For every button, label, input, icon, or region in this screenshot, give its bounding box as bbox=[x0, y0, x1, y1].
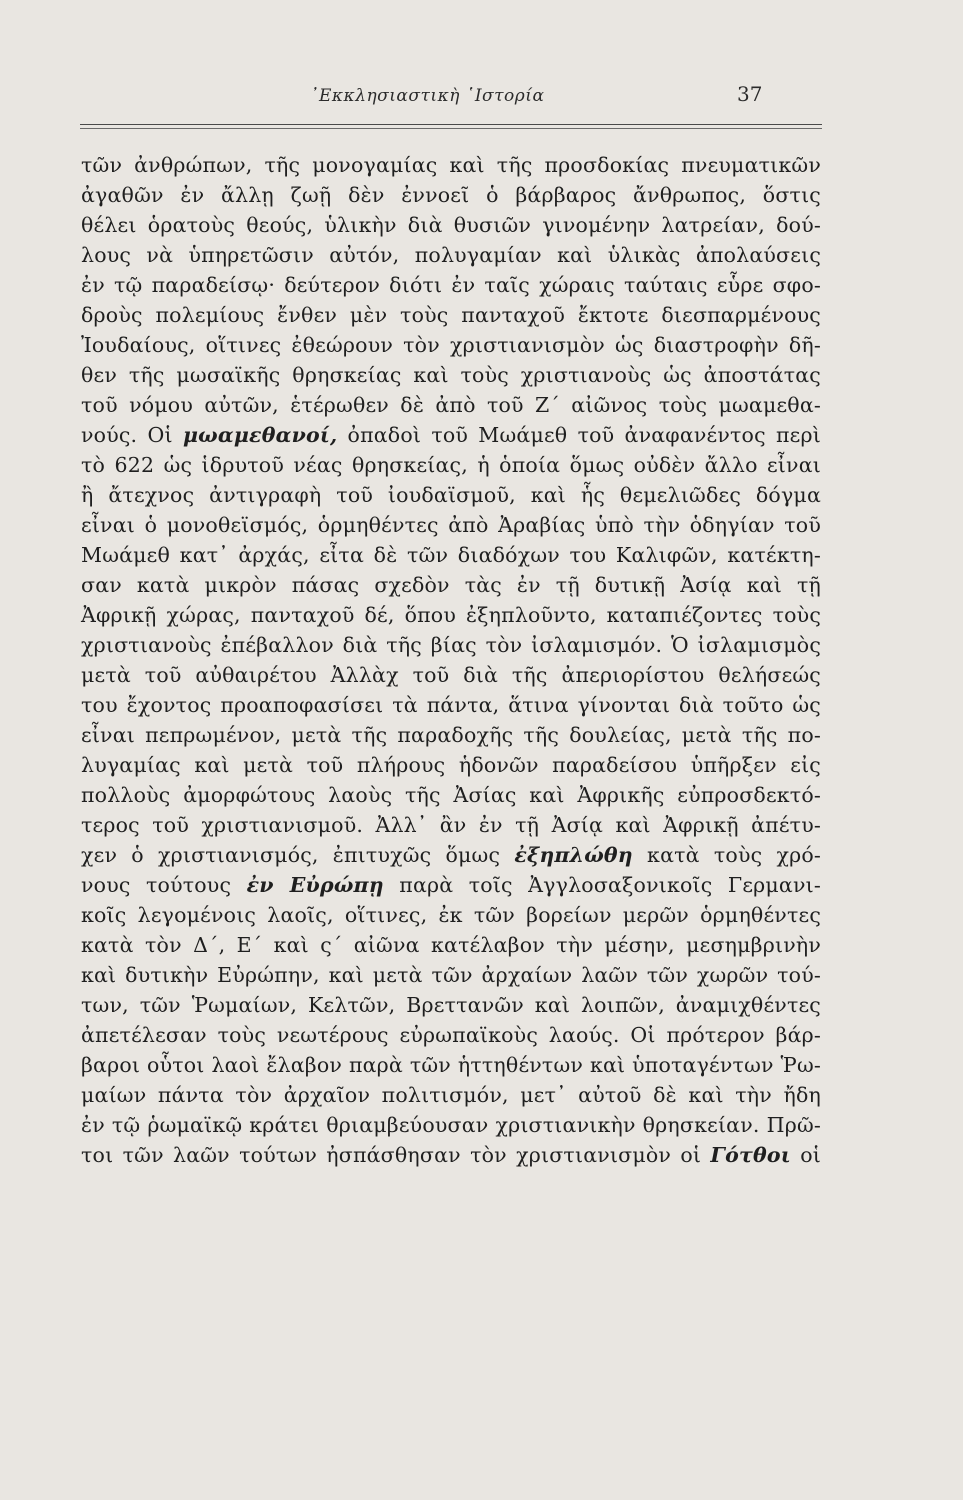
text-line bbox=[81, 360, 821, 390]
text-segment: χριστιανοὺς ἐπέβαλλον διὰ τῆς βίας τὸν ἰσλαμισμόν. Ὁ ἰσλαμισμὸς bbox=[81, 633, 821, 657]
text-segment: θέλει ὁρατοὺς θεούς, ὑλικὴν διὰ θυσιῶν γινομένην λατρείαν, δού- bbox=[81, 213, 821, 237]
text-segment: του ἔχοντος προαποφασίσει τὰ πάντα, ἅτινα γίνονται διὰ τοῦτο ὡς bbox=[81, 693, 821, 717]
text-line bbox=[81, 750, 821, 780]
text-line bbox=[81, 450, 821, 480]
text-segment: μαίων πάντα τὸν ἀρχαῖον πολιτισμόν, μετ᾿ αὐτοῦ δὲ καὶ τὴν ἤδη bbox=[81, 1083, 821, 1107]
text-segment: των, τῶν Ῥωμαίων, Κελτῶν, Βρεττανῶν καὶ λοιπῶν, ἀναμιχθέντες bbox=[81, 993, 821, 1017]
text-line bbox=[81, 660, 821, 690]
text-segment: Μωάμεθ κατ᾿ ἀρχάς, εἶτα δὲ τῶν διαδόχων του Καλιφῶν, κατέκτη- bbox=[81, 543, 821, 567]
text-line bbox=[81, 570, 821, 600]
text-line bbox=[81, 810, 821, 840]
text-segment: χεν ὁ χριστιανισμός, ἐπιτυχῶς ὅμως bbox=[81, 843, 515, 867]
emphasized-term: Γότθοι bbox=[710, 1143, 791, 1167]
text-line bbox=[81, 930, 821, 960]
text-segment: κατὰ τοὺς χρό- bbox=[632, 843, 821, 867]
body-text bbox=[81, 150, 821, 1170]
text-segment: ἀπετέλεσαν τοὺς νεωτέρους εὐρωπαϊκοὺς λαούς. Οἱ πρότερον βάρ- bbox=[81, 1023, 821, 1047]
text-line bbox=[81, 900, 821, 930]
text-segment: θεν τῆς μωσαϊκῆς θρησκείας καὶ τοὺς χριστιανοὺς ὡς ἀποστάτας bbox=[81, 363, 821, 387]
text-line bbox=[81, 780, 821, 810]
page-number: 37 bbox=[737, 82, 763, 106]
text-segment: νους τούτους bbox=[81, 873, 247, 897]
text-segment: παρὰ τοῖς Ἀγγλοσαξονικοῖς Γερμανι- bbox=[383, 873, 821, 897]
text-segment: σαν κατὰ μικρὸν πάσας σχεδὸν τὰς ἐν τῇ δυτικῇ Ἀσίᾳ καὶ τῇ bbox=[81, 573, 821, 597]
running-title: ᾿Εκκλησιαστικὴ ῾Ιστορία bbox=[310, 86, 545, 106]
text-segment: βαροι οὗτοι λαοὶ ἔλαβον παρὰ τῶν ἡττηθέντων καὶ ὑποταγέντων Ῥω- bbox=[81, 1053, 821, 1077]
text-line bbox=[81, 300, 821, 330]
text-segment: εἶναι ὁ μονοθεϊσμός, ὁρμηθέντες ἀπὸ Ἀραβίας ὑπὸ τὴν ὁδηγίαν τοῦ bbox=[81, 513, 821, 537]
text-segment: Ἰουδαίους, οἵτινες ἐθεώρουν τὸν χριστιανισμὸν ὡς διαστροφὴν δῆ- bbox=[81, 333, 821, 357]
text-line bbox=[81, 390, 821, 420]
running-head bbox=[0, 82, 963, 116]
text-line bbox=[81, 150, 821, 180]
text-line bbox=[81, 540, 821, 570]
text-line bbox=[81, 180, 821, 210]
text-segment: οἱ bbox=[790, 1143, 821, 1167]
text-segment: νούς. Οἱ bbox=[81, 423, 183, 447]
text-segment: πολλοὺς ἀμορφώτους λαοὺς τῆς Ἀσίας καὶ Ἀφρικῆς εὐπροσδεκτό- bbox=[81, 783, 821, 807]
text-segment: καὶ δυτικὴν Εὐρώπην, καὶ μετὰ τῶν ἀρχαίων λαῶν τῶν χωρῶν τού- bbox=[81, 963, 821, 987]
text-line bbox=[81, 270, 821, 300]
text-line bbox=[81, 690, 821, 720]
text-segment: ἐν τῷ ῥωμαϊκῷ κράτει θριαμβεύουσαν χριστιανικὴν θρησκείαν. Πρῶ- bbox=[81, 1113, 821, 1137]
text-line bbox=[81, 1050, 821, 1080]
emphasized-term: μωαμεθανοί, bbox=[182, 423, 338, 447]
text-segment: ἀγαθῶν ἐν ἄλλῃ ζωῇ δὲν ἐννοεῖ ὁ βάρβαρος ἄνθρωπος, ὅστις bbox=[81, 183, 821, 207]
text-line bbox=[81, 960, 821, 990]
text-segment: τοῦ νόμου αὐτῶν, ἑτέρωθεν δὲ ἀπὸ τοῦ Ζ΄ αἰῶνος τοὺς μωαμεθα- bbox=[81, 393, 821, 417]
header-rule-secondary bbox=[80, 128, 822, 129]
text-segment: κατὰ τὸν Δ΄, Ε΄ καὶ ς΄ αἰῶνα κατέλαβον τὴν μέσην, μεσημβρινὴν bbox=[81, 933, 821, 957]
text-line bbox=[81, 630, 821, 660]
text-line bbox=[81, 840, 821, 870]
text-segment: κοῖς λεγομένοις λαοῖς, οἵτινες, ἐκ τῶν βορείων μερῶν ὁρμηθέντες bbox=[81, 903, 821, 927]
text-segment: δροὺς πολεμίους ἔνθεν μὲν τοὺς πανταχοῦ ἔκτοτε διεσπαρμένους bbox=[81, 303, 821, 327]
text-segment: ἢ ἄτεχνος ἀντιγραφὴ τοῦ ἰουδαϊσμοῦ, καὶ ἧς θεμελιῶδες δόγμα bbox=[81, 483, 821, 507]
emphasized-term: ἐξηπλώθη bbox=[514, 843, 633, 867]
text-segment: τὸ 622 ὡς ἱδρυτοῦ νέας θρησκείας, ἡ ὁποία ὅμως οὐδὲν ἄλλο εἶναι bbox=[81, 453, 821, 477]
text-segment: Ἀφρικῇ χώρας, πανταχοῦ δέ, ὅπου ἐξηπλοῦντο, καταπιέζοντες τοὺς bbox=[81, 603, 821, 627]
text-line bbox=[81, 420, 821, 450]
text-line bbox=[81, 600, 821, 630]
text-line bbox=[81, 210, 821, 240]
text-segment: λυγαμίας καὶ μετὰ τοῦ πλήρους ἡδονῶν παραδείσου ὑπῆρξεν εἰς bbox=[81, 753, 821, 777]
text-segment: τερος τοῦ χριστιανισμοῦ. Ἀλλ᾿ ἂν ἐν τῇ Ἀσίᾳ καὶ Ἀφρικῇ ἀπέτυ- bbox=[81, 813, 821, 837]
text-line bbox=[81, 1080, 821, 1110]
text-line bbox=[81, 330, 821, 360]
text-line bbox=[81, 1110, 821, 1140]
text-segment: ὀπαδοὶ τοῦ Μωάμεθ τοῦ ἀναφανέντος περὶ bbox=[337, 423, 821, 447]
text-line bbox=[81, 990, 821, 1020]
text-line bbox=[81, 1140, 821, 1170]
text-segment: τῶν ἀνθρώπων, τῆς μονογαμίας καὶ τῆς προσδοκίας πνευματικῶν bbox=[81, 153, 821, 177]
text-segment: τοι τῶν λαῶν τούτων ἠσπάσθησαν τὸν χριστιανισμὸν οἱ bbox=[81, 1143, 711, 1167]
text-line bbox=[81, 870, 821, 900]
emphasized-term: ἐν Εὐρώπῃ bbox=[246, 873, 384, 897]
text-line bbox=[81, 480, 821, 510]
text-line bbox=[81, 240, 821, 270]
header-rule bbox=[80, 124, 822, 125]
text-segment: μετὰ τοῦ αὐθαιρέτου Ἀλλὰχ τοῦ διὰ τῆς ἀπεριορίστου θελήσεώς bbox=[81, 663, 821, 687]
text-segment: λους νὰ ὑπηρετῶσιν αὐτόν, πολυγαμίαν καὶ ὑλικὰς ἀπολαύσεις bbox=[81, 243, 821, 267]
text-line bbox=[81, 1020, 821, 1050]
text-line bbox=[81, 510, 821, 540]
text-segment: ἐν τῷ παραδείσῳ· δεύτερον διότι ἐν ταῖς χώραις ταύταις εὗρε σφο- bbox=[81, 273, 821, 297]
text-segment: εἶναι πεπρωμένον, μετὰ τῆς παραδοχῆς τῆς δουλείας, μετὰ τῆς πο- bbox=[81, 723, 821, 747]
text-line bbox=[81, 720, 821, 750]
